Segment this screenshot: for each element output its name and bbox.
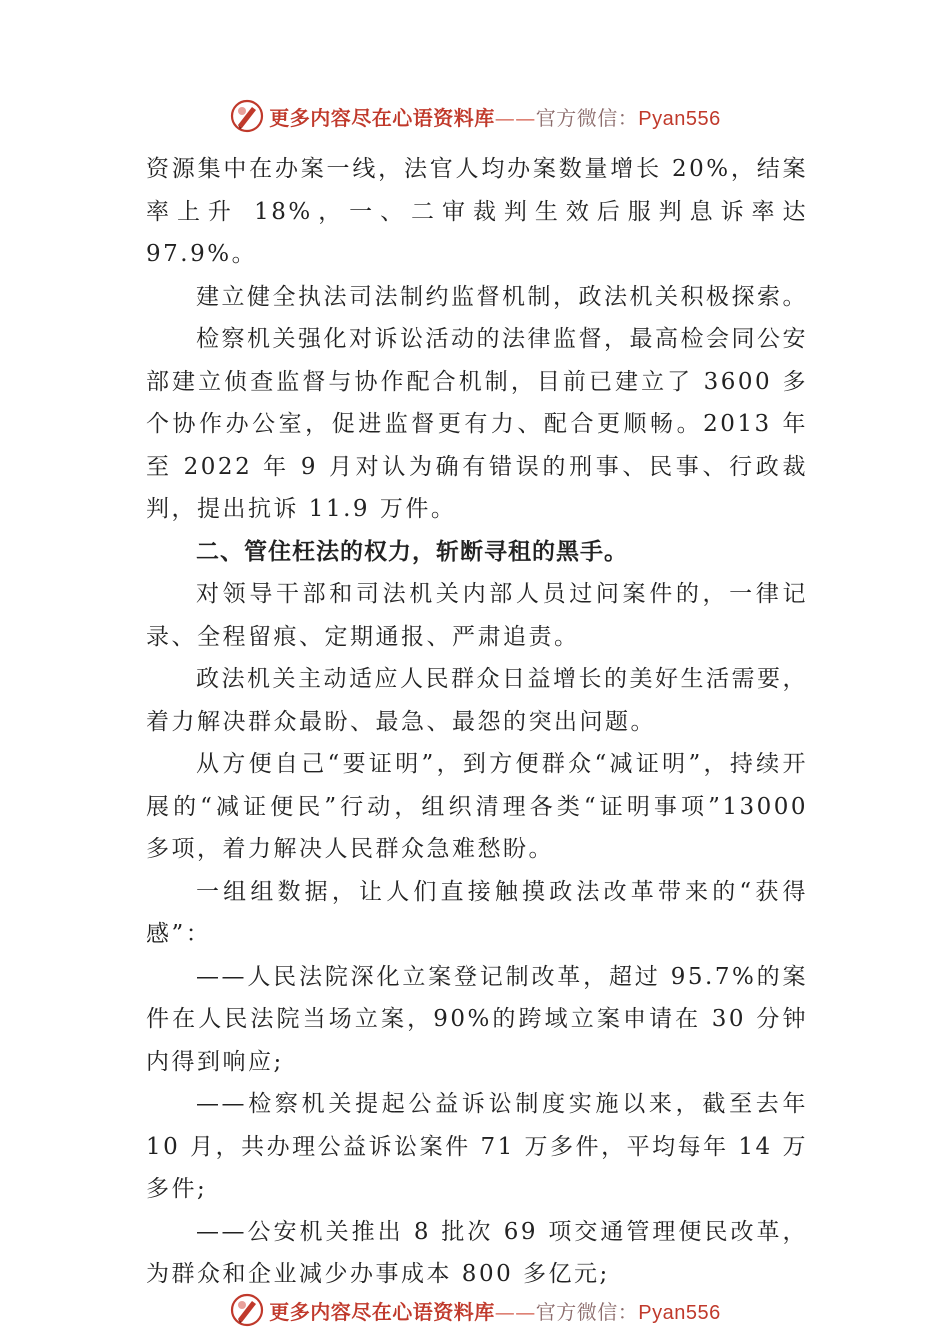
header-banner [0,94,950,138]
banner-separator: —— [494,1299,536,1324]
list-item: ——人民法院深化立案登记制改革，超过 95.7%的案件在人民法院当场立案，90%的跨域立案申请在 30 分钟内得到响应; [146,963,808,1075]
paragraph: 一组组数据，让人们直接触摸政法改革带来的“获得感”： [146,878,808,947]
paragraph: 从方便自己“要证明”，到方便群众“减证明”，持续开展的“减证便民”行动，组织清理各类“证明事项”13000 多项，着力解决人民群众急难愁盼。 [146,751,808,862]
paragraph: 建立健全执法司法制约监督机制，政法机关积极探索。 [196,283,808,310]
banner-wechat-label: 官方微信： [535,1299,639,1324]
pen-logo-icon [229,1292,265,1328]
banner-text [269,1296,720,1325]
paragraph: 资源集中在办案一线，法官人均办案数量增长 20%，结案率上升 18%，一、二审裁判生效后服判息诉率达 97.9%。 [146,156,808,267]
document-body [146,148,808,1296]
footer-banner [0,1288,950,1332]
section-heading: 二、管住枉法的权力，斩断寻租的黑手。 [196,538,628,565]
banner-text [269,102,720,131]
list-item: ——公安机关推出 8 批次 69 项交通管理便民改革，为群众和企业减少办事成本 800 多亿元; [146,1218,808,1287]
banner-main-text: 更多内容尽在心语资料库 [269,105,495,130]
list-item: ——检察机关提起公益诉讼制度实施以来，截至去年 10 月，共办理公益诉讼案件 71 万多件，平均每年 14 万多件; [146,1091,808,1202]
banner-content [229,98,720,134]
paragraph: 政法机关主动适应人民群众日益增长的美好生活需要，着力解决群众最盼、最急、最怨的突出问题。 [146,666,808,735]
banner-wechat-id: Pyan556 [638,107,721,130]
banner-content [229,1292,720,1328]
banner-wechat-id: Pyan556 [638,1301,721,1324]
paragraph: 对领导干部和司法机关内部人员过问案件的，一律记录、全程留痕、定期通报、严肃追责。 [146,581,808,650]
banner-main-text: 更多内容尽在心语资料库 [269,1299,495,1324]
banner-separator: —— [494,105,536,130]
pen-logo-icon [229,98,265,134]
banner-wechat-label: 官方微信： [535,105,639,130]
paragraph: 检察机关强化对诉讼活动的法律监督，最高检会同公安部建立侦查监督与协作配合机制，目前已建立了 3600 多个协作办公室，促进监督更有力、配合更顺畅。2013 年至 2022 年 9 月对认为确有错误的刑事、民事、行政裁判，提出抗诉 11.9 万件。 [146,326,808,522]
